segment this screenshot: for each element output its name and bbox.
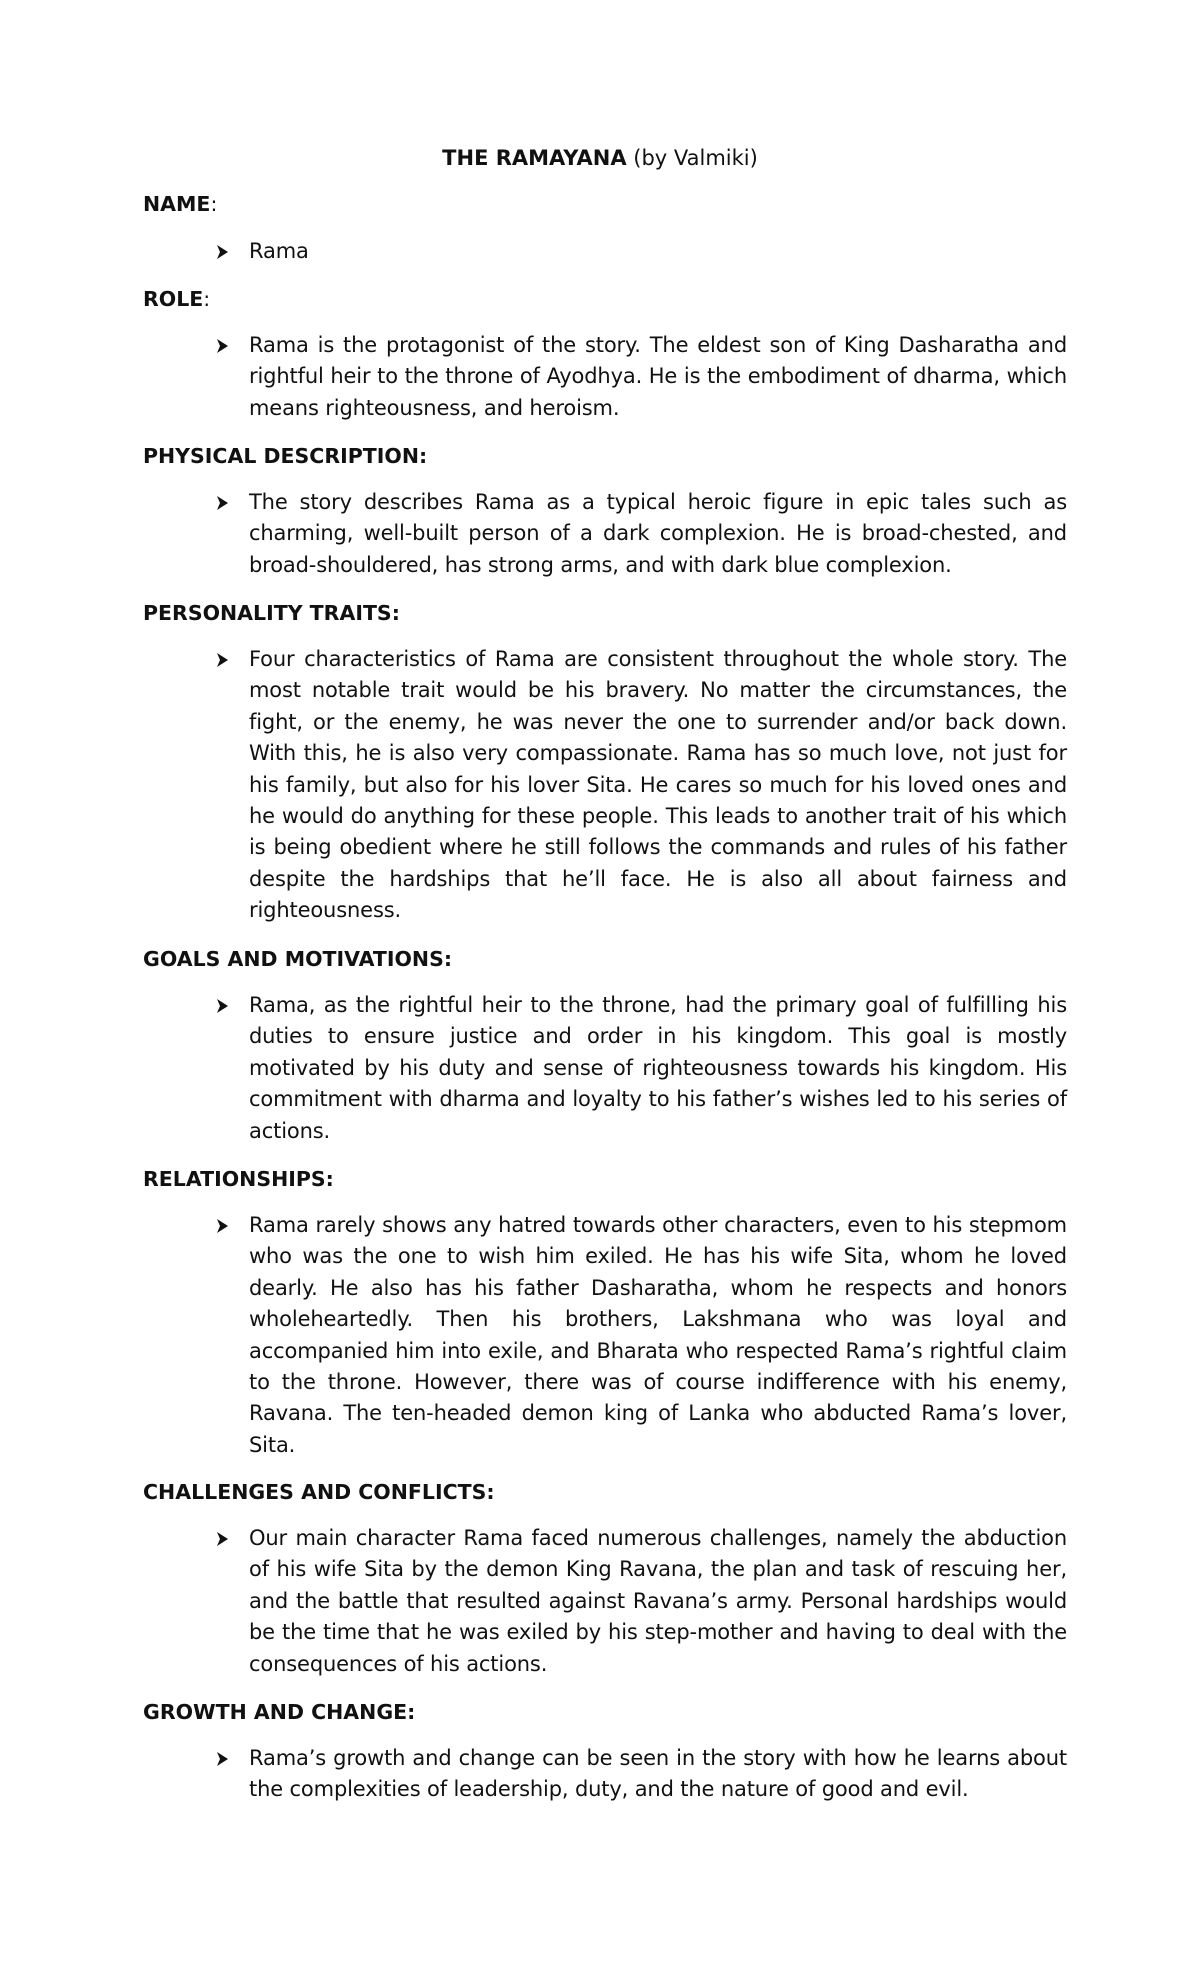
arrow-bullet-icon xyxy=(215,1211,235,1241)
section-heading-relationships: RELATIONSHIPS: xyxy=(143,1167,334,1191)
document-title xyxy=(0,142,1200,174)
section-heading-challenges-and-conflicts: CHALLENGES AND CONFLICTS: xyxy=(143,1480,495,1504)
arrow-bullet-icon xyxy=(215,237,235,267)
arrow-bullet-icon xyxy=(215,645,235,675)
section-text-goals-and-motivations: Rama, as the rightful heir to the throne, had the primary goal of fulfilling his duties to ensure justice and order in his kingdom. This goal is mostly motivated by his duty and sense of righteousness towards his kingdom. His commitment with dharma and loyalty to his father’s wishes led to his series of actions. xyxy=(249,993,1067,1143)
section-heading-role: ROLE: xyxy=(143,287,211,311)
arrow-bullet-icon xyxy=(215,1524,235,1554)
document-title-author: (by Valmiki) xyxy=(626,146,758,170)
section-text-physical-description: The story describes Rama as a typical heroic figure in epic tales such as charming, well-built person of a dark complexion. He is broad-chested, and broad-shouldered, has strong arms, and with dark blue complexion. xyxy=(249,490,1067,577)
section-text-role: Rama is the protagonist of the story. The eldest son of King Dasharatha and rightful heir to the throne of Ayodhya. He is the embodiment of dharma, which means righteousness, and heroism. xyxy=(249,333,1067,420)
section-heading-name: NAME: xyxy=(143,192,218,216)
section-heading-physical-description: PHYSICAL DESCRIPTION: xyxy=(143,444,428,468)
section-text-name: Rama xyxy=(249,239,309,263)
arrow-bullet-icon xyxy=(215,991,235,1021)
section-heading-goals-and-motivations: GOALS AND MOTIVATIONS: xyxy=(143,947,453,971)
section-heading-growth-and-change: GROWTH AND CHANGE: xyxy=(143,1700,416,1724)
section-text-relationships: Rama rarely shows any hatred towards other characters, even to his stepmom who was the one to wish him exiled. He has his wife Sita, whom he loved dearly. He also has his father Dasharatha, whom he respects and honors wholeheartedly. Then his brothers, Lakshmana who was loyal and accompanied him into exile, and Bharata who respected Rama’s rightful claim to the throne. However, there was of course indifference with his enemy, Ravana. The ten-headed demon king of Lanka who abducted Rama’s lover, Sita. xyxy=(249,1213,1067,1457)
arrow-bullet-icon xyxy=(215,1744,235,1774)
section-text-growth-and-change: Rama’s growth and change can be seen in the story with how he learns about the complexities of leadership, duty, and the nature of good and evil. xyxy=(249,1746,1067,1802)
section-heading-personality-traits: PERSONALITY TRAITS: xyxy=(143,601,400,625)
arrow-bullet-icon xyxy=(215,331,235,361)
section-text-challenges-and-conflicts: Our main character Rama faced numerous challenges, namely the abduction of his wife Sita by the demon King Ravana, the plan and task of rescuing her, and the battle that resulted against Ravana’s army. Personal hardships would be the time that he was exiled by his step-mother and having to deal with the consequences of his actions. xyxy=(249,1526,1067,1676)
section-text-personality-traits: Four characteristics of Rama are consistent throughout the whole story. The most notable trait would be his bravery. No matter the circumstances, the fight, or the enemy, he was never the one to surrender and/or back down. With this, he is also very compassionate. Rama has so much love, not just for his family, but also for his lover Sita. He cares so much for his loved ones and he would do anything for these people. This leads to another trait of his which is being obedient where he still follows the commands and rules of his father despite the hardships that he’ll face. He is also all about fairness and righteousness. xyxy=(249,647,1067,923)
arrow-bullet-icon xyxy=(215,488,235,518)
document-title-main: THE RAMAYANA xyxy=(442,146,627,170)
